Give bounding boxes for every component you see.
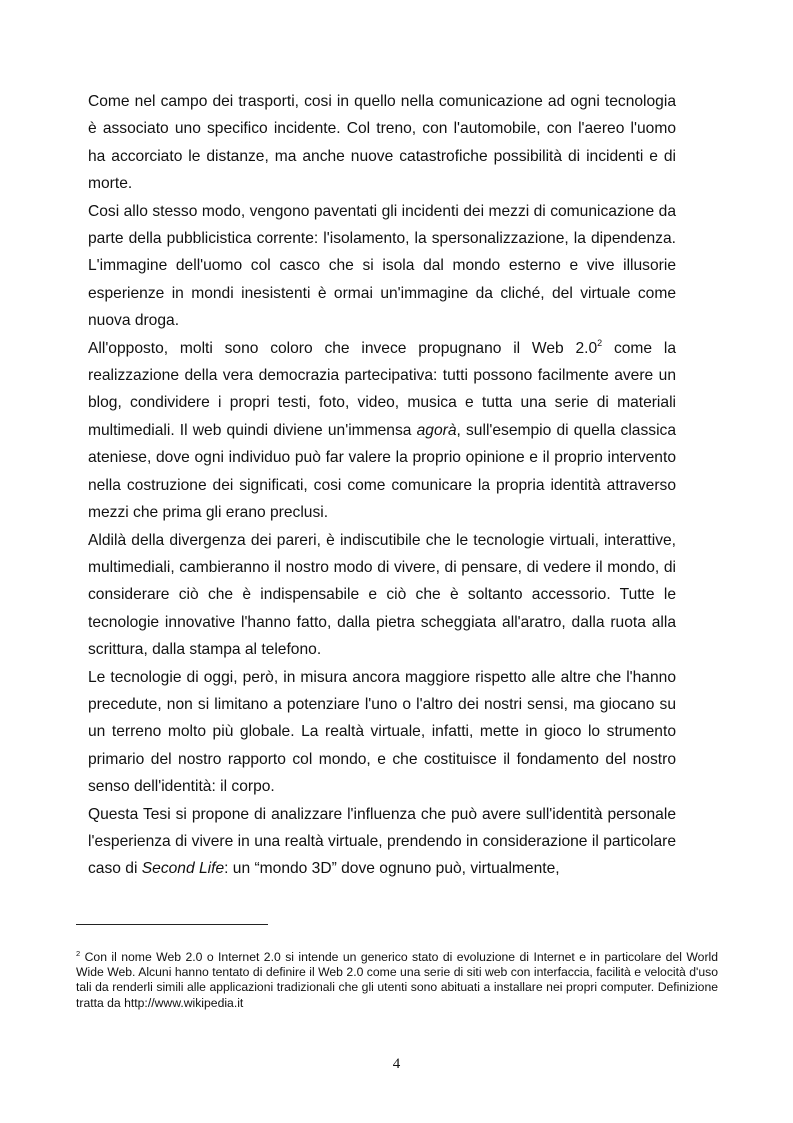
body-text <box>88 88 676 883</box>
footnote-marker: 2 <box>76 949 81 958</box>
footnote-text: Con il nome Web 2.0 o Internet 2.0 si intende un generico stato di evoluzione di Internet e in particolare del World Wide Web. Alcuni hanno tentato di definire il Web 2.0 come una serie di siti web con interfaccia, facilità e velocità d'uso tali da renderli simili alle applicazioni tradizionali che gli utenti sono abituati a installare nei propri computer. Definizione tratta da http://www.wikipedia.it <box>76 950 718 1010</box>
footnote <box>76 950 718 1011</box>
paragraph-text-segment: : un “mondo 3D” dove ognuno può, virtualmente, <box>224 860 560 878</box>
paragraph-text-segment: , sull'esempio di quella classica ateniese, dove ogni individuo può far valere la proprio opinione e il proprio intervento nella costruzione dei significati, cosi come comunicare la propria identità attraverso mezzi che prima gli erano preclusi. <box>88 421 677 522</box>
paragraph-text-segment: Questa Tesi si propone di analizzare l'influenza che può avere sull'identità personale l'esperienza di vivere in una realtà virtuale, prendendo in considerazione il particolare caso di <box>88 805 676 878</box>
paragraph-technology-change: Aldilà della divergenza dei pareri, è indiscutibile che le tecnologie virtuali, interattive, multimediali, cambieranno il nostro modo di vivere, di pensare, di vedere il mondo, di considerare ciò che è indispensabile e ciò che è soltanto accessorio. Tutte le tecnologie innovative l'hanno fatto, dalla pietra scheggiata all'aratro, dalla ruota alla scrittura, dalla stampa al telefono. <box>88 531 676 659</box>
paragraph-media-incidents: Cosi allo stesso modo, vengono paventati gli incidenti dei mezzi di comunicazione da parte della pubblicistica corrente: l'isolamento, la spersonalizzazione, la dipendenza. L'immagine dell'uomo col casco che si isola dal mondo esterno e vive illusorie esperienze in mondi inesistenti è ormai un'immagine da cliché, del virtuale come nuova droga. <box>88 202 676 330</box>
italic-term-second-life: Second Life <box>141 860 225 878</box>
footnote-separator <box>76 924 268 925</box>
paragraph-transport-incidents: Come nel campo dei trasporti, cosi in quello nella comunicazione ad ogni tecnologia è associato uno specifico incidente. Col treno, con l'automobile, con l'aereo l'uomo ha accorciato le distanze, ma anche nuove catastrofiche possibilità di incidenti e di morte. <box>88 93 676 193</box>
paragraph-thesis-purpose <box>88 801 676 883</box>
paragraph-text-segment: All'opposto, molti sono coloro che invece propugnano il Web 2.0 <box>88 339 598 357</box>
footnote-reference: 2 <box>597 337 603 348</box>
page-number: 4 <box>392 1056 401 1072</box>
paragraph-text-segment: come la realizzazione della vera democrazia partecipativa: tutti possono facilmente avere un blog, condividere i propri testi, foto, video, musica e tutta una serie di materiali multimediali. Il web quindi diviene un'immensa <box>88 339 677 439</box>
paragraph-web-2-democracy <box>88 335 676 527</box>
paragraph-virtual-reality-body: Le tecnologie di oggi, però, in misura ancora maggiore rispetto alle altre che l'hanno precedute, non si limitano a potenziare l'uno o l'altro dei nostri sensi, ma giocano su un terreno molto più globale. La realtà virtuale, infatti, mette in gioco lo strumento primario del nostro rapporto col mondo, e che costituisce il fondamento del nostro senso dell'identità: il corpo. <box>88 668 676 796</box>
italic-term-agora: agorà <box>416 421 457 439</box>
